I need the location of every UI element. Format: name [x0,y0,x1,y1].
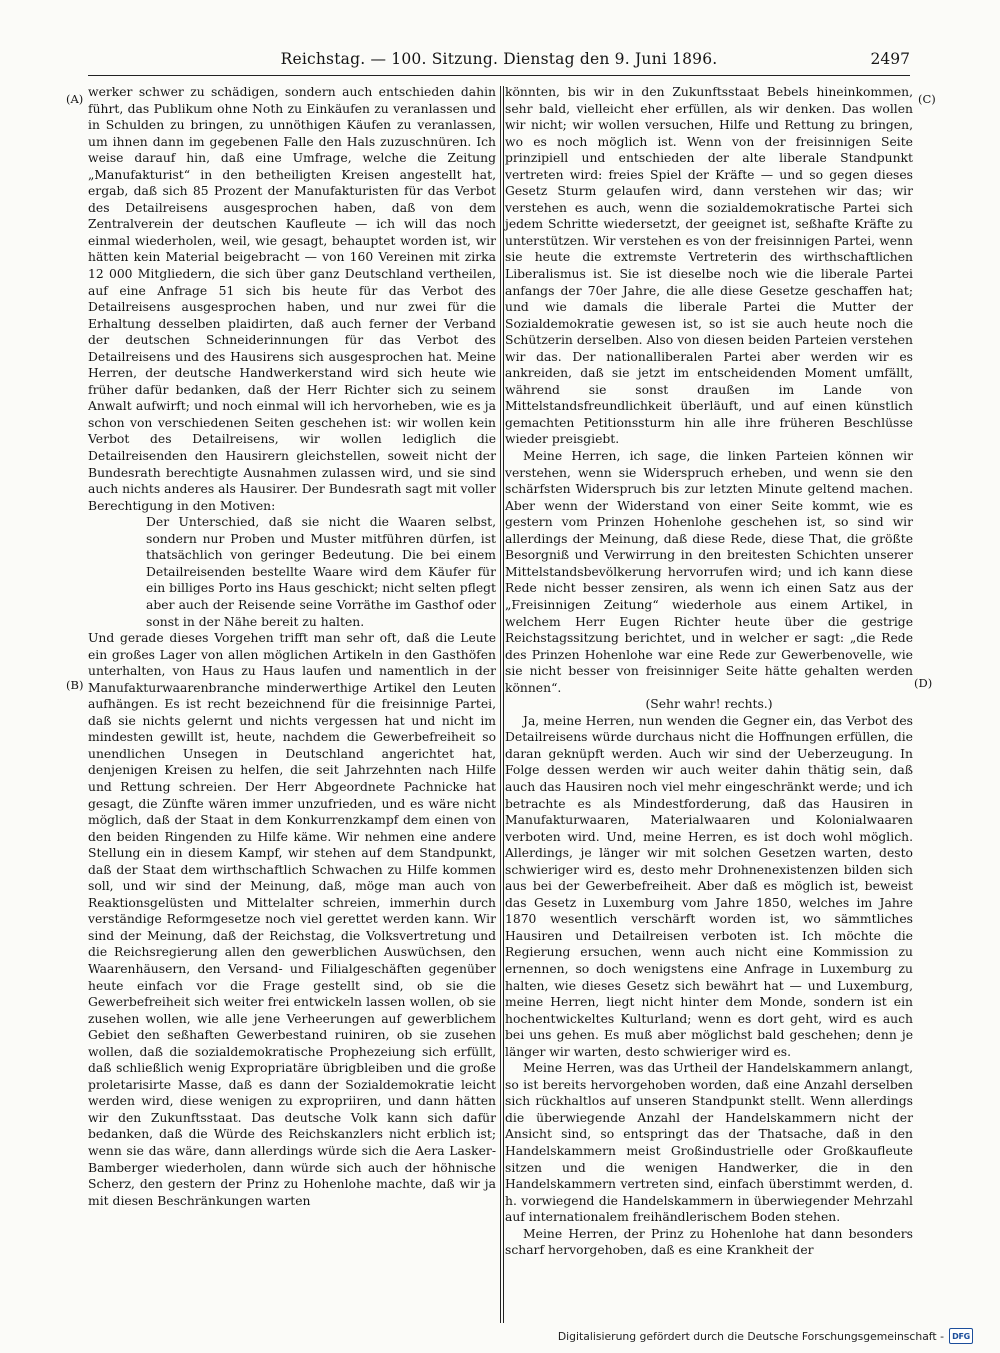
page-number: 2497 [870,50,910,68]
margin-marker-c: (C) [918,92,936,106]
left-paragraph-1: werker schwer zu schädigen, sondern auch entschieden dahin führt, das Publikum ohne Noth zu Einkäufen zu veranlassen und in Schulden zu bringen, zu unnöthigen Käufen zu veranlassen, um ihnen dann im gegebenen Falle den Hals zuzuschnüren. Ich weise darauf hin, daß eine Umfrage, welche die Zeitung „Manufakturist“ in den betheiligten Kreisen angestellt hat, ergab, daß sich 85 Prozent der Manufakturisten für das Verbot des Detailreisens ausgesprochen haben, daß von dem Zentralverein der deutschen Kaufleute — ich will das noch einmal wiederholen, weil, wie gesagt, behauptet worden ist, wir hätten kein Material beigebracht — von 160 Vereinen mit zirka 12 000 Mitgliedern, die sich über ganz Deutschland vertheilen, auf eine Anfrage 51 sich bis heute für das Verbot des Detailreisens ausgesprochen haben, und nur zwei für die Erhaltung desselben plaidirten, daß auch ferner der Verband der deutschen Schneiderinnungen für das Verbot des Detailreisens und des Hausirens sich ausgesprochen hat. Meine Herren, der deutsche Handwerkerstand wird sich heute wie früher dafür bedanken, daß der Herr Richter sich zu seinem Anwalt aufwirft; und noch einmal will ich hervorheben, wie es ja schon von verschiedenen Seiten geschehen ist: wir wollen kein Verbot des Detailreisens, wir wollen lediglich die Detailreisenden den Hausirern gleichstellen, soweit nicht der Bundesrath berechtigte Ausnahmen zulassen wird, und sie sind auch nichts anderes als Hausirer. Der Bundesrath sagt mit voller Berechtigung in den Motiven: [88,85,496,513]
right-paragraph-5: Meine Herren, der Prinz zu Hohenlohe hat dann besonders scharf hervorgehoben, daß es eine Krankheit der [505,1226,913,1258]
digitization-credit [558,1327,973,1345]
margin-marker-d: (D) [914,676,933,690]
left-paragraph-2: Und gerade dieses Vorgehen trifft man sehr oft, daß die Leute ein großes Lager von allen möglichen Artikeln in den Gasthöfen unterhalten, von Haus zu Haus laufen und namentlich in der Manufakturwaarenbranche minderwerthige Artikel den Leuten aufhängen. Es ist recht bezeichnend für die freisinnige Partei, daß sie nichts gelernt und nichts vergessen hat und nicht im mindesten gewillt ist, heute, nachdem die Gewerbefreiheit so unendlichen Unsegen in Deutschland angerichtet hat, denjenigen Kreisen zu helfen, die seit Jahrzehnten nach Hilfe und Rettung schreien. Der Herr Abgeordnete Pachnicke hat gesagt, die Zünfte wären immer unzufrieden, und es wäre nicht möglich, daß der Staat in dem Konkurrenzkampf dem einen von den beiden Ringenden zu Hilfe käme. Wir nehmen eine andere Stellung ein in diesem Kampf, wir stehen auf dem Standpunkt, daß der Staat dem wirthschaftlich Schwachen zu Hilfe kommen soll, und wir sind der Meinung, daß, möge man auch von Reaktionsgelüsten und Mittelalter schreien, immerhin durch verständige Reformgesetze noch viel gerettet werden kann. Wir sind der Meinung, daß der Reichstag, die Volksvertretung und die Reichsregierung allen den gewerblichen Auswüchsen, den Waarenhäusern, den Versand- und Filialgeschäften gegenüber heute einfach vor die Frage gestellt sind, ob sie die Gewerbefreiheit sich weiter frei entwickeln lassen wollen, ob sie zusehen wollen, wie alle jene Verheerungen auf gewerblichem Gebiet den seßhaften Gewerbestand ruiniren, ob sie zusehen wollen, daß die sozialdemokratische Prophezeiung sich erfüllt, daß schließlich wenig Expropriatäre übrigbleiben und die große proletarisirte Masse, daß es dann der Sozialdemokratie leicht werden wird, diese wenigen zu expropriiren, und dann hätten wir den Zukunftsstaat. Das deutsche Volk kann sich dafür bedanken, daß die Würde des Reichskanzlers nicht erblich ist; wenn sie das wäre, dann allerdings würde sich die Aera Lasker-Bamberger wiederholen, dann würde sich auch der höhnische Scherz, den gestern der Prinz zu Hohenlohe machte, daß wir ja mit diesen Beschränkungen warten [88,631,496,1208]
dfg-logo-icon: DFG [949,1328,973,1344]
motive-quote: Der Unterschied, daß sie nicht die Waaren selbst, sondern nur Proben und Muster mitführen dürfen, ist thatsächlich von geringer Bedeutung. Die bei einem Detailreisenden bestellte Waare wird dem Käufer für ein billiges Porto ins Haus geschickt; nicht selten pflegt aber auch der Reisende seine Vorräthe im Gasthof oder sonst in der Nähe bereit zu halten. [146,515,496,629]
margin-marker-a: (A) [66,92,84,106]
column-divider [500,86,501,1323]
header-rule [88,75,910,76]
right-paragraph-3: Ja, meine Herren, nun wenden die Gegner ein, das Verbot des Detailreisens würde durchaus nicht die Hoffnungen erfüllen, die daran geknüpft werden. Auch wir sind der Ueberzeugung. In Folge dessen werden wir auch weiter dahin thätig sein, daß auch das Hausiren noch viel mehr eingeschränkt werde; und ich betrachte es als Mindestforderung, daß das Hausiren in Manufakturwaaren, Materialwaaren und Kolonialwaaren verboten wird. Und, meine Herren, es ist doch wohl möglich. Allerdings, je länger wir mit solchen Gesetzen warten, desto schwieriger wird es, desto mehr Drohnenexistenzen bilden sich aus bei der Gewerbefreiheit. Aber daß es möglich ist, beweist das Gesetz in Luxemburg vom Jahre 1850, welches im Jahre 1870 wesentlich verschärft worden ist, wo sämmtliches Hausiren und Detailreisen verboten ist. Ich möchte die Regierung ersuchen, wenn auch nicht eine Kommission zu ernennen, so doch wenigstens eine Anfrage in Luxemburg zu halten, wie dieses Gesetz sich bewährt hat — und Luxemburg, meine Herren, liegt nicht hinter dem Monde, sondern ist ein hochentwickeltes Kulturland; wenn es dort geht, wird es auch bei uns gehen. Es muß aber möglichst bald geschehen; denn je länger wir warten, desto schwieriger wird es. [505,713,913,1059]
running-header [88,50,910,74]
interjection: (Sehr wahr! rechts.) [645,697,773,712]
right-paragraph-1: könnten, bis wir in den Zukunftsstaat Bebels hineinkommen, sehr bald, vielleicht eher erfüllen, als wir denken. Das wollen wir nicht; wir wollen versuchen, Hilfe und Rettung zu bringen, wo es noch möglich ist. Wenn von der freisinnigen Seite prinzipiell und entschieden der alte liberale Standpunkt vertreten wird: freies Spiel der Kräfte — und so gegen dieses Gesetz Sturm gelaufen wird, dann verstehen wir das; wir verstehen es auch, wenn die sozialdemokratische Partei sich jedem Schritte wiedersetzt, der geeignet ist, seßhafte Kräfte zu unterstützen. Wir verstehen es von der freisinnigen Partei, wenn sie heute die extremste Vertreterin des wirthschaftlichen Liberalismus ist. Sie ist dieselbe noch wie die liberale Partei anfangs der 70er Jahre, die alle diese Gesetze geschaffen hat; und wie damals die liberale Partei die Mutter der Sozialdemokratie gewesen ist, so ist sie auch heute noch die Schützerin derselben. Also von diesen beiden Parteien verstehen wir das. Der nationalliberalen Partei aber werden wir es ankreiden, daß sie jetzt im entscheidenden Moment umfällt, während sie sonst draußen im Lande von Mittelstandsfreundlichkeit überläuft, und auf einen künstlich gemachten Petitionssturm hin alle ihre früheren Beschlüsse wieder preisgiebt. [505,85,913,447]
credit-text: Digitalisierung gefördert durch die Deutsche Forschungsgemeinschaft - [557,1329,944,1343]
right-paragraph-4: Meine Herren, was das Urtheil der Handelskammern anlangt, so ist bereits hervorgehoben worden, daß eine Anzahl derselben sich rückhaltlos auf unseren Standpunkt stellt. Wenn allerdings die überwiegende Anzahl der Handelskammern nicht der Ansicht sind, so entspringt das der Thatsache, daß in den Handelskammern meist Großindustrielle oder Großkaufleute sitzen und die wenigen Handwerker, die in den Handelskammern vertreten sind, einfach überstimmt werden, d. h. vorwiegend die Handelskammern in überwiegender Mehrzahl auf internationalem freihändlerischem Boden stehen. [505,1061,913,1225]
left-column [88,84,496,1209]
right-column [505,84,913,1259]
margin-marker-b: (B) [66,678,84,692]
column-divider-second-line [503,86,504,1323]
right-paragraph-2: Meine Herren, ich sage, die linken Parteien können wir verstehen, wenn sie Widerspruch erheben, und wenn sie den schärfsten Widerspruch bis zur letzten Minute geltend machen. Aber wenn der Widerstand von einer Seite kommt, wie es gestern vom Prinzen Hohenlohe geschehen ist, so sind wir allerdings der Meinung, daß diese Rede, diese That, die größte Besorgniß und Verwirrung in den breitesten Schichten unserer Mittelstandsbevölkerung hervorrufen wird; und ich kann diese Rede nicht besser zensiren, als wenn ich einen Satz aus der „Freisinnigen Zeitung“ wiederhole aus einem Artikel, in welchem Herr Eugen Richter heute über die gestrige Reichstagssitzung berichtet, und in welcher er sagt: „die Rede des Prinzen Hohenlohe war eine Rede zur Gewerbenovelle, wie sie nicht besser von freisinniger Seite hätte gehalten werden können“. [505,449,913,695]
running-title: Reichstag. — 100. Sitzung. Dienstag den 9. Juni 1896. [280,50,718,68]
